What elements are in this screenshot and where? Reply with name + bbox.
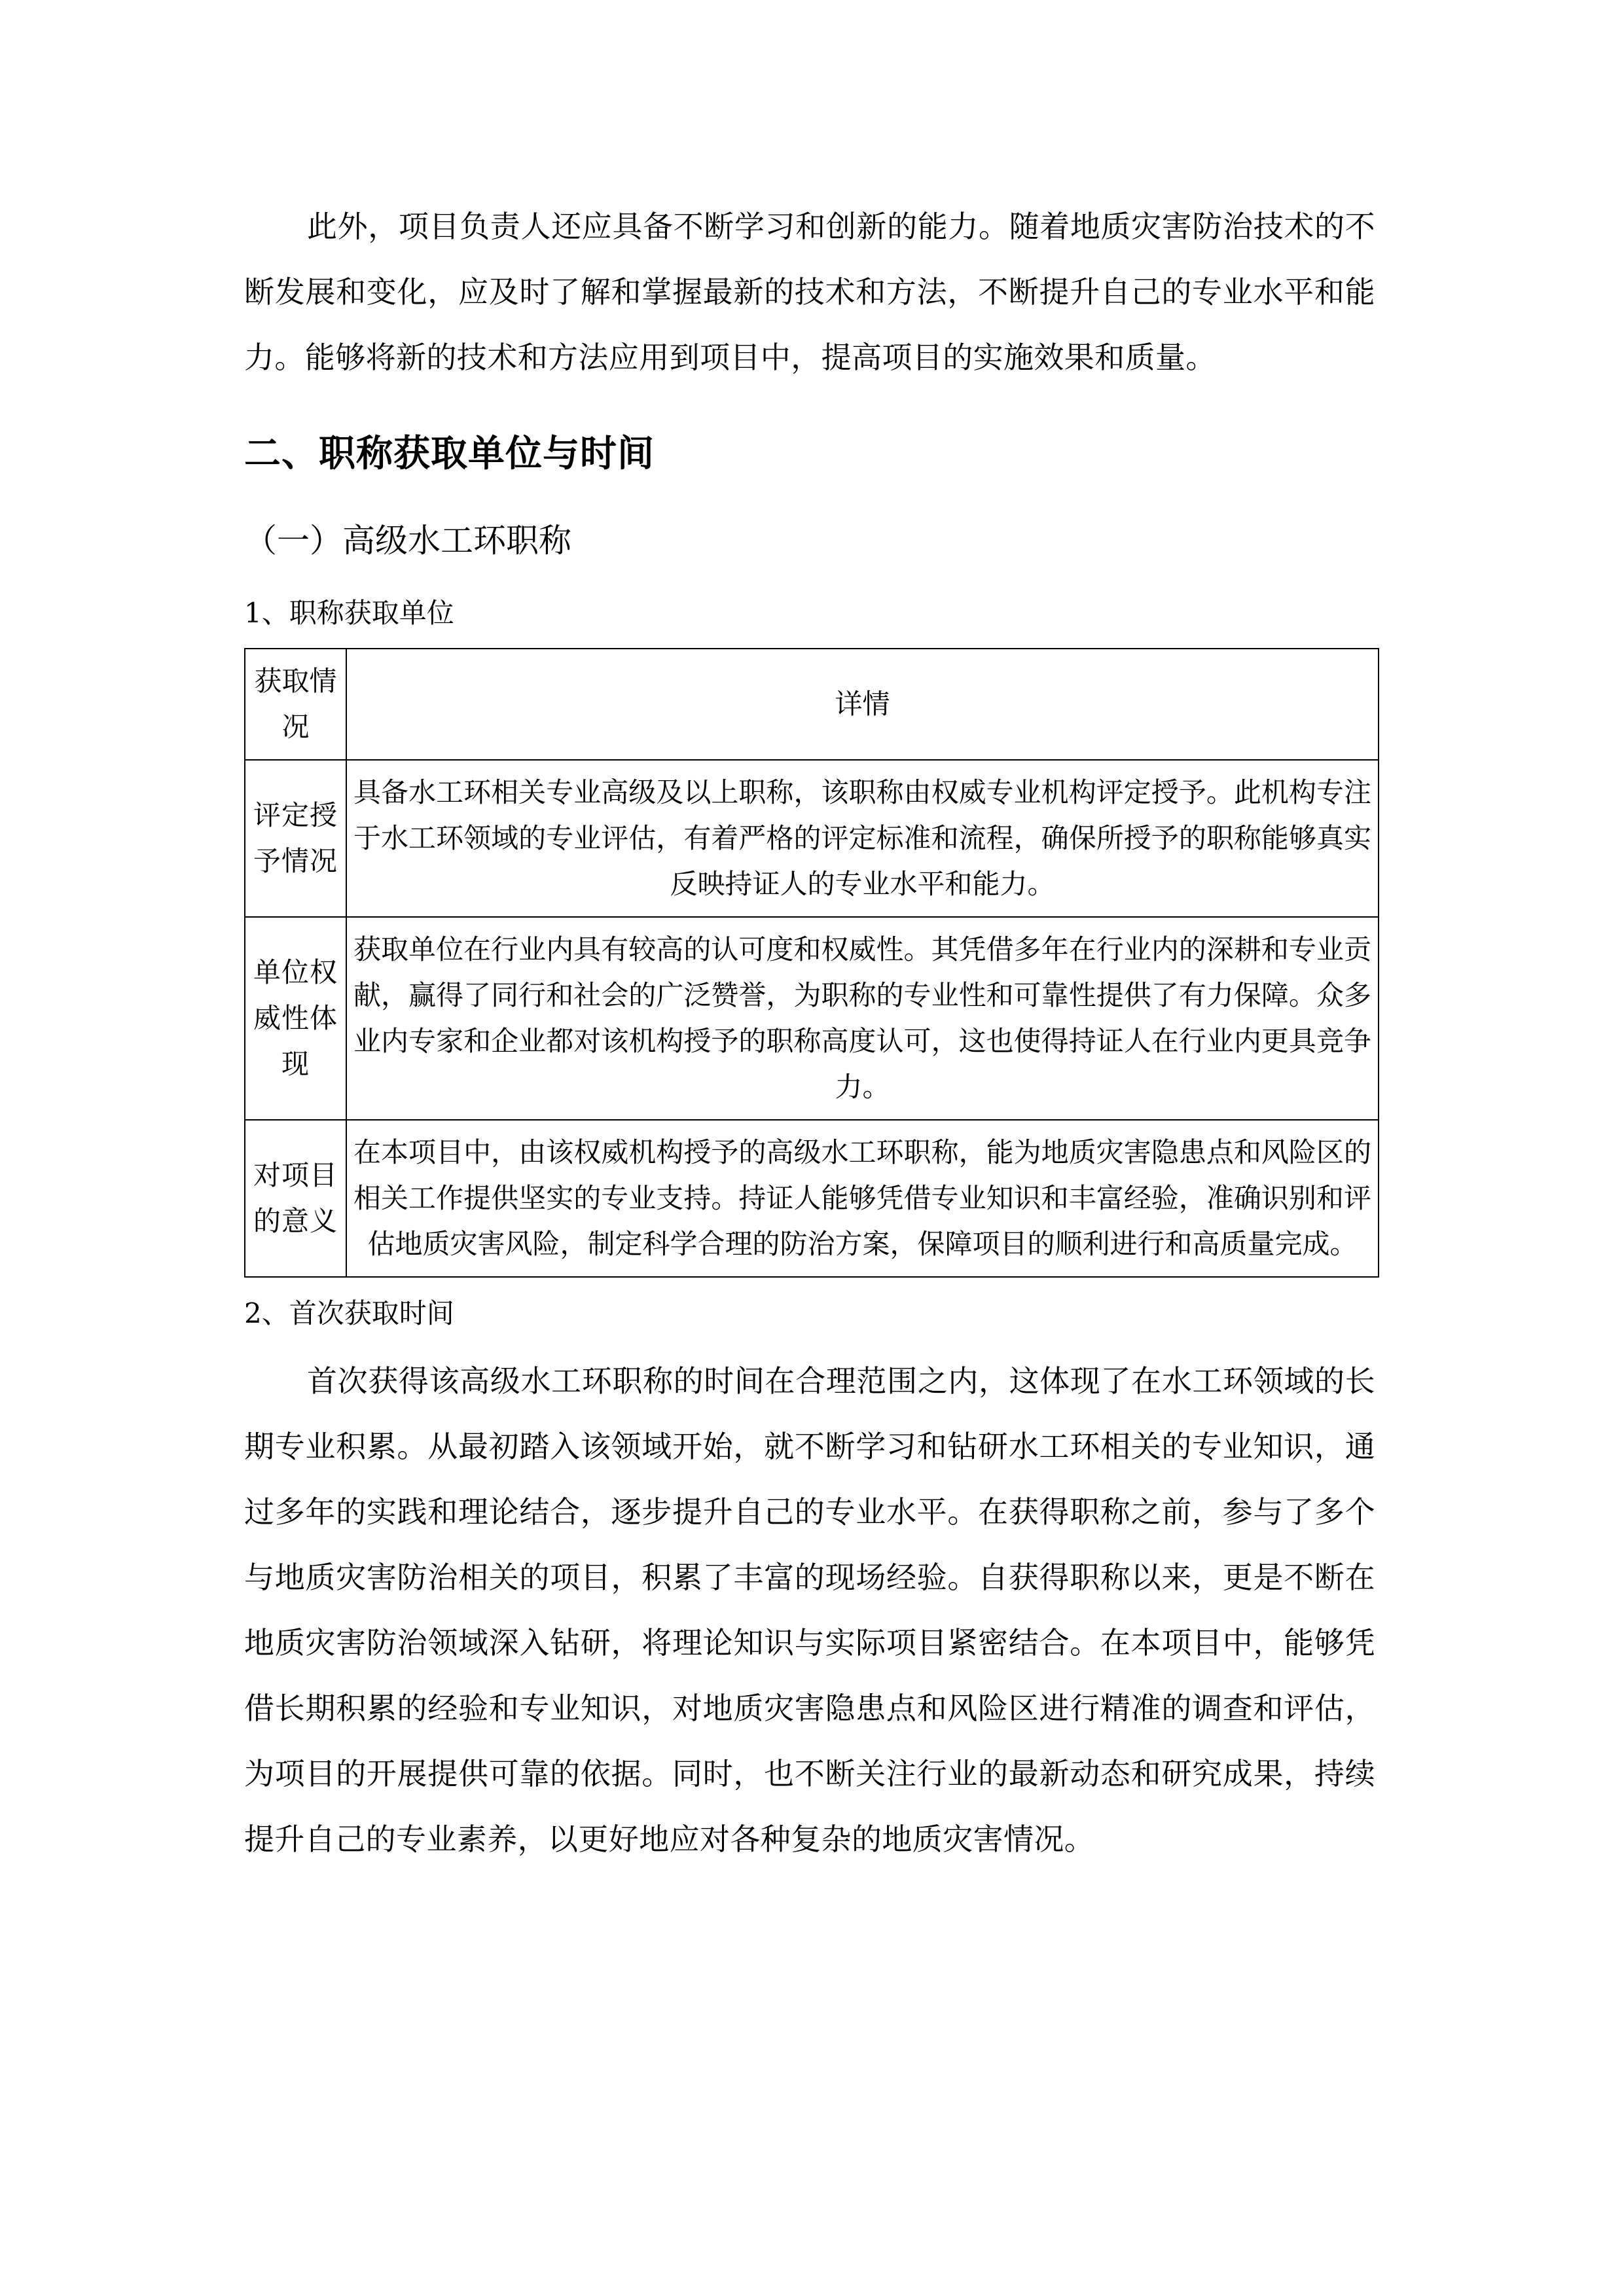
table-row <box>245 1120 1379 1277</box>
first-acquisition-paragraph: 首次获得该高级水工环职称的时间在合理范围之内，这体现了在水工环领域的长期专业积累。从最初踏入该领域开始，就不断学习和钻研水工环相关的专业知识，通过多年的实践和理论结合，逐步提升自己的专业水平。在获得职称之前，参与了多个与地质灾害防治相关的项目，积累了丰富的现场经验。自获得职称以来，更是不断在地质灾害防治领域深入钻研，将理论知识与实际项目紧密结合。在本项目中，能够凭借长期积累的经验和专业知识，对地质灾害隐患点和风险区进行精准的调查和评估，为项目的开展提供可靠的依据。同时，也不断关注行业的最新动态和研究成果，持续提升自己的专业素养，以更好地应对各种复杂的地质灾害情况。 <box>244 1363 1375 1857</box>
row-detail-evaluation-award: 具备水工环相关专业高级及以上职称，该职称由权威专业机构评定授予。此机构专注于水工环领域的专业评估，有着严格的评定标准和流程，确保所授予的职称能够真实反映持证人的专业水平和能力。 <box>346 760 1379 917</box>
table-row <box>245 760 1379 917</box>
row-detail-project-significance: 在本项目中，由该权威机构授予的高级水工环职称，能为地质灾害隐患点和风险区的相关工作提供坚实的专业支持。持证人能够凭借专业知识和丰富经验，准确识别和评估地质灾害风险，制定科学合理的防治方案，保障项目的顺利进行和高质量完成。 <box>346 1120 1379 1277</box>
table-header-situation: 获取情况 <box>245 649 346 760</box>
section-heading-two: 二、职称获取单位与时间 <box>244 432 655 475</box>
row-label-evaluation-award: 评定授予情况 <box>245 760 346 917</box>
row-label-unit-authority: 单位权威性体现 <box>245 917 346 1120</box>
subsection-heading-one: （一）高级水工环职称 <box>244 522 571 560</box>
intro-paragraph: 此外，项目负责人还应具备不断学习和创新的能力。随着地质灾害防治技术的不断发展和变化，应及时了解和掌握最新的技术和方法，不断提升自己的专业水平和能力。能够将新的技术和方法应用到项目中，提高项目的实施效果和质量。 <box>244 209 1375 375</box>
subheading-first-acquisition-time: 2、首次获取时间 <box>244 1297 454 1329</box>
table-header-row <box>245 649 1379 760</box>
table-header-detail: 详情 <box>346 649 1379 760</box>
subheading-title-acquisition-unit: 1、职称获取单位 <box>244 597 454 629</box>
title-acquisition-table <box>244 648 1379 1278</box>
table-row <box>245 917 1379 1120</box>
row-detail-unit-authority: 获取单位在行业内具有较高的认可度和权威性。其凭借多年在行业内的深耕和专业贡献，赢得了同行和社会的广泛赞誉，为职称的专业性和可靠性提供了有力保障。众多业内专家和企业都对该机构授予的职称高度认可，这也使得持证人在行业内更具竞争力。 <box>346 917 1379 1120</box>
row-label-project-significance: 对项目的意义 <box>245 1120 346 1277</box>
